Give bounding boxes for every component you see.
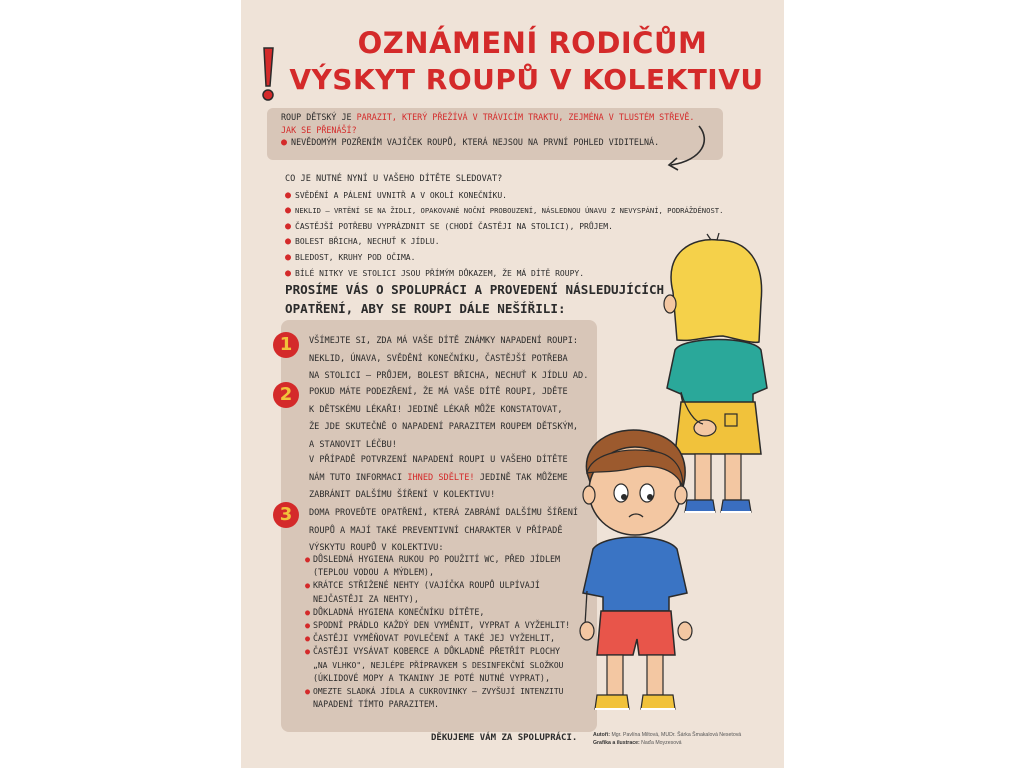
measure-line: KRÁTCE STŘIŽENÉ NEHTY (VAJÍČKA ROUPŮ ULPÍVAJÍ xyxy=(313,580,540,591)
credits-authors-value: Mgr. Pavlína Miltová, MUDr. Šárka Šmakalová Nesetová xyxy=(611,732,742,738)
step-2-line: ŽE JDE SKUTEČNĚ O NAPADENÍ PARAZITEM ROUPEM DĚTSKÝM, xyxy=(309,422,579,432)
measure-item xyxy=(305,685,605,711)
measure-line: ČASTĚJI VYSÁVAT KOBERCE A DŮKLADNĚ PŘETŘÍT PLOCHY xyxy=(313,646,561,657)
step-3-text xyxy=(309,505,599,558)
step-3-line: VÝSKYTU ROUPŮ V KOLEKTIVU: xyxy=(309,543,444,553)
credits-graphics-value: Naďa Moyzesová xyxy=(641,739,682,746)
boy-illustration xyxy=(571,425,701,725)
measure-item xyxy=(305,606,605,619)
step-2b-line xyxy=(309,470,599,488)
step-number-3: 3 xyxy=(273,502,299,528)
step-2-line: A STANOVIT LÉČBU! xyxy=(309,439,397,450)
step-number-1: 1 xyxy=(273,332,299,358)
measure-item xyxy=(305,645,605,685)
step-1-line: NA STOLICI – PRŮJEM, BOLEST BŘICHA, NECHUŤ K JÍDLU AD. xyxy=(309,371,589,381)
step-2-text xyxy=(309,384,599,454)
intro-text-a: ROUP DĚTSKÝ JE xyxy=(281,112,357,122)
title-line-2: VÝSKYT ROUPŮ V KOLEKTIVU xyxy=(289,63,764,96)
bullet-dot: ● xyxy=(305,646,311,657)
measures-list xyxy=(305,553,605,711)
measure-line: SPODNÍ PRÁDLO KAŽDÝ DEN VYMĚNIT, VYPRAT A VYŽEHLIT! xyxy=(313,620,571,631)
section-heading xyxy=(285,280,705,318)
step-2-followup xyxy=(309,452,599,505)
step-2b-line: ZABRÁNIT DALŠÍMU ŠÍŘENÍ V KOLEKTIVU! xyxy=(309,490,496,500)
measure-line: DŮSLEDNÁ HYGIENA RUKOU PO POUŽITÍ WC, PŘED JÍDLEM xyxy=(313,554,561,564)
measure-item xyxy=(305,579,605,605)
measure-item xyxy=(305,619,605,632)
step-3-line: ROUPŮ A MAJÍ TAKÉ PREVENTIVNÍ CHARAKTER V PŘÍPADĚ xyxy=(309,525,563,536)
section-heading-line-1: PROSÍME VÁS O SPOLUPRÁCI A PROVEDENÍ NÁSLEDUJÍCÍCH xyxy=(285,282,665,297)
bullet-dot: ● xyxy=(285,205,292,217)
bullet-dot: ● xyxy=(285,220,292,232)
symptom-text: BÍLÉ NITKY VE STOLICI JSOU PŘÍMÝM DŮKAZEM, ŽE MÁ DÍTĚ ROUPY. xyxy=(295,268,585,278)
bullet-dot: ● xyxy=(305,686,311,697)
symptom-item xyxy=(285,188,755,204)
bullet-dot: ● xyxy=(305,633,311,644)
bullet-dot: ● xyxy=(305,580,311,591)
bullet-dot: ● xyxy=(281,137,288,148)
bullet-dot: ● xyxy=(285,236,292,248)
bullet-dot: ● xyxy=(305,606,311,617)
measure-line: NEJČASTĚJI ZA NEHTY), xyxy=(313,593,419,604)
symptoms-question: CO JE NUTNÉ NYNÍ U VAŠEHO DÍTĚTE SLEDOVAT? xyxy=(285,174,503,184)
measure-item xyxy=(305,553,605,579)
curved-arrow-icon xyxy=(641,120,731,180)
credits-authors-label: Autoři: xyxy=(593,732,610,738)
step-2-line: POKUD MÁTE PODEZŘENÍ, ŽE MÁ VAŠE DÍTĚ ROUPI, JDĚTE xyxy=(309,387,568,397)
measure-item xyxy=(305,632,605,645)
step-2b-line: V PŘÍPADĚ POTVRZENÍ NAPADENÍ ROUPI U VAŠEHO DÍTĚTE xyxy=(309,455,568,465)
step-2b-text-c: JEDINĚ TAK MŮŽEME xyxy=(474,472,568,483)
symptom-text: BOLEST BŘICHA, NECHUŤ K JÍDLU. xyxy=(295,237,440,247)
thanks-text: DĚKUJEME VÁM ZA SPOLUPRÁCI. xyxy=(431,733,578,743)
bullet-dot: ● xyxy=(285,267,292,279)
step-2b-text-a: NÁM TUTO INFORMACI xyxy=(309,472,408,483)
bullet-dot: ● xyxy=(305,554,311,564)
credits-graphics xyxy=(593,740,741,748)
step-1-line: VŠÍMEJTE SI, ZDA MÁ VAŠE DÍTĚ ZNÁMKY NAPADENÍ ROUPI: xyxy=(309,336,579,346)
step-1-line: NEKLID, ÚNAVA, SVĚDĚNÍ KONEČNÍKU, ČASTĚJŠÍ POTŘEBA xyxy=(309,353,568,364)
credits xyxy=(593,732,741,747)
intro-text-b: PARAZIT, KTERÝ PŘEŽÍVÁ V TRÁVICÍM TRAKTU, ZEJMÉNA V TLUSTÉM STŘEVĚ. xyxy=(356,112,695,122)
measure-line: DŮKLADNÁ HYGIENA KONEČNÍKU DÍTĚTE, xyxy=(313,606,485,617)
measure-line: „NA VLHKO", NEJLÉPE PŘÍPRAVKEM S DESINFEKČNÍ SLOŽKOU xyxy=(313,660,564,670)
measure-line: (TEPLOU VODOU A MÝDLEM), xyxy=(313,567,435,578)
poster xyxy=(241,0,784,768)
bullet-dot: ● xyxy=(285,251,292,263)
measure-line: OMEZTE SLADKÁ JÍDLA A CUKROVINKY – ZVYŠUJÍ INTENZITU xyxy=(313,687,564,697)
bullet-dot: ● xyxy=(285,189,292,201)
symptom-text: SVĚDĚNÍ A PÁLENÍ UVNITŘ A V OKOLÍ KONEČNÍKU. xyxy=(295,190,507,200)
measure-line: NAPADENÍ TÍMTO PARAZITEM. xyxy=(313,699,440,710)
bullet-dot: ● xyxy=(305,620,311,631)
symptom-text: ČASTĚJŠÍ POTŘEBU VYPRÁZDNIT SE (CHODÍ ČASTĚJI NA STOLICI), PRŮJEM. xyxy=(295,221,613,231)
intro-bullet-text: NEVĚDOMÝM POZŘENÍM VAJÍČEK ROUPŮ, KTERÁ NEJSOU NA PRVNÍ POHLED VIDITELNÁ. xyxy=(291,137,660,147)
step-number-2: 2 xyxy=(273,382,299,408)
intro-question: JAK SE PŘENÁŠÍ? xyxy=(281,124,357,135)
step-3-line: DOMA PROVEĎTE OPATŘENÍ, KTERÁ ZABRÁNÍ DALŠÍMU ŠÍŘENÍ xyxy=(309,508,579,518)
credits-graphics-label: Grafika a ilustrace: xyxy=(593,739,640,746)
symptom-text: NEKLID – VRTĚNÍ SE NA ŽIDLI, OPAKOVANÉ NOČNÍ PROBOUZENÍ, NÁSLEDNOU ÚNAVU Z NEVYSPÁNÍ, PODRÁŽDĚNOST. xyxy=(295,206,724,216)
title-line-1: OZNÁMENÍ RODIČŮM xyxy=(357,26,708,60)
symptom-text: BLEDOST, KRUHY POD OČIMA. xyxy=(295,252,416,262)
section-heading-line-2: OPATŘENÍ, ABY SE ROUPI DÁLE NEŠÍŘILI: xyxy=(285,301,566,316)
step-1-text xyxy=(309,333,599,386)
symptom-item xyxy=(285,203,755,219)
step-2-line: K DĚTSKÉMU LÉKAŘI! JEDINĚ LÉKAŘ MŮŽE KONSTATOVAT, xyxy=(309,404,563,415)
credits-authors xyxy=(593,732,741,740)
measure-line: ČASTĚJI VYMĚŇOVAT POVLEČENÍ A TAKÉ JEJ VYŽEHLIT, xyxy=(313,633,556,644)
step-2b-text-b: IHNED SDĚLTE! xyxy=(407,472,475,483)
measure-line: (ÚKLIDOVÉ MOPY A TKANINY JE POTÉ NUTNÉ VYPRAT), xyxy=(313,672,550,683)
